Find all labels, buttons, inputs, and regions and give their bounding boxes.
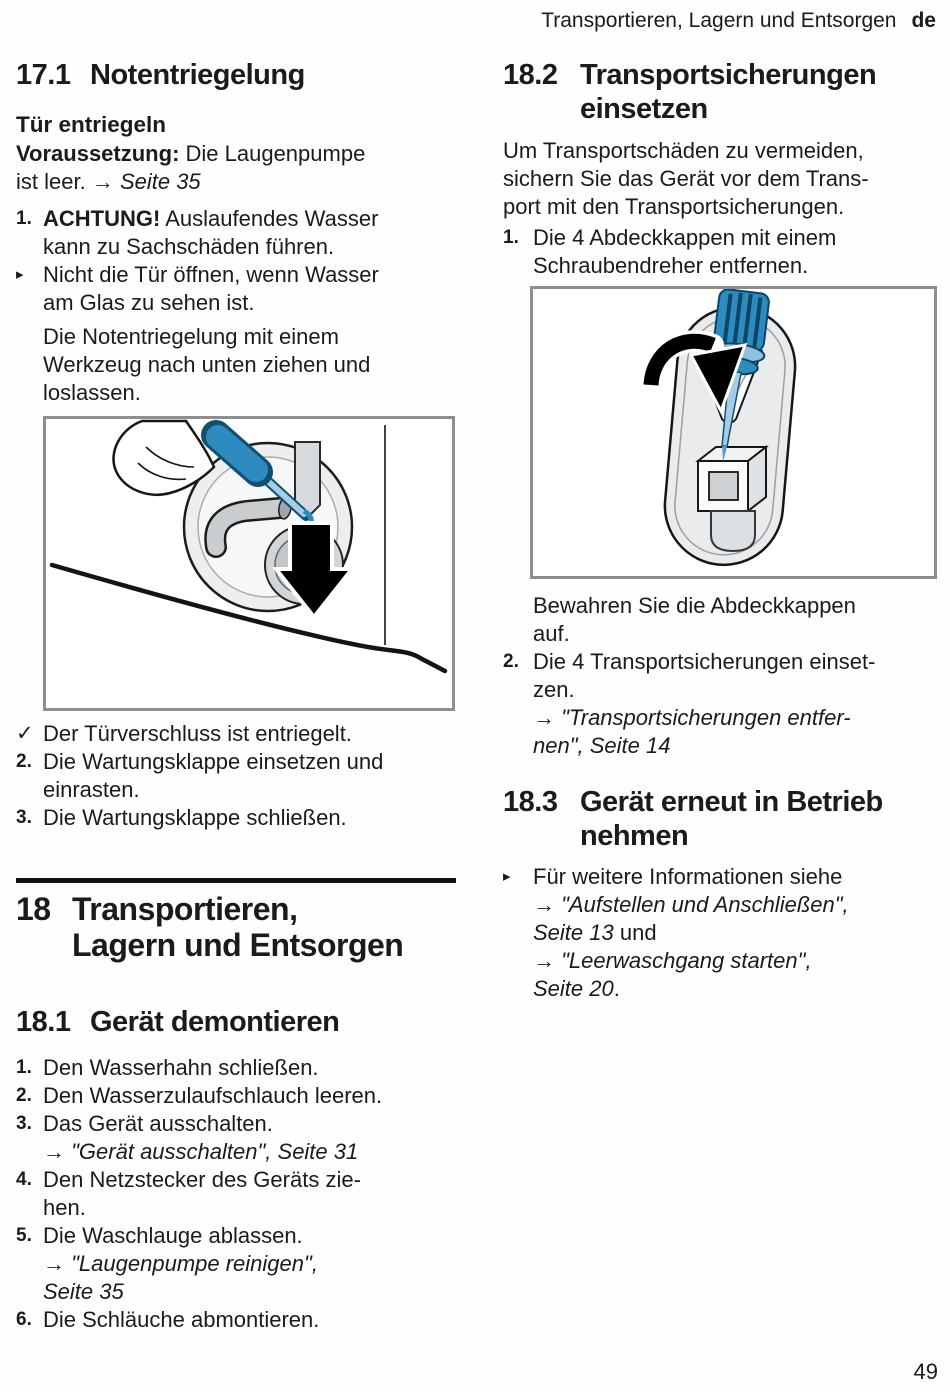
- step-item-2: 2. Den Wasserzulaufschlauch leeren.: [16, 1083, 383, 1108]
- intro-paragraph: Um Transportschäden zu vermeiden, sichern Sie das Gerät vor dem Trans- port mit den Transportsicherungen.: [503, 138, 869, 219]
- section-17-1-heading: [16, 58, 456, 92]
- step-number: 6.: [16, 1309, 32, 1330]
- step-number: 2.: [16, 751, 32, 772]
- section-18-3-heading: [503, 785, 939, 853]
- step-number: 3.: [16, 807, 32, 828]
- triangle-bullet-icon: ▸: [503, 868, 511, 885]
- step-item-3: 3. Die Wartungsklappe schließen.: [16, 805, 347, 830]
- arrow-icon: →: [91, 169, 120, 194]
- step-number: 3.: [16, 1113, 32, 1134]
- door-unlock-steps: [16, 205, 456, 407]
- warning-label: ACHTUNG!: [43, 206, 161, 231]
- left-column: [16, 58, 456, 1334]
- cross-reference-link[interactable]: → "Transportsicherungen entfer-: [533, 705, 851, 730]
- step-number: 1.: [16, 208, 32, 229]
- section-title: Transportsicherungen einsetzen: [580, 59, 877, 125]
- step-text: ACHTUNG! Auslaufendes Wasser kann zu Sachschäden führen.: [43, 206, 379, 259]
- section-18-1-heading: [16, 1005, 456, 1039]
- figure-transport-lock-cap: [530, 286, 937, 579]
- section-18-2-heading: [503, 58, 939, 126]
- step-number: 1.: [503, 227, 519, 248]
- action-note: Die Notentriegelung mit einem Werkzeug nach unten ziehen und loslassen.: [43, 324, 371, 405]
- triangle-bullet-icon: ▸: [16, 266, 24, 283]
- chapter-18-heading: [16, 878, 456, 963]
- transport-lock-steps-2: [503, 648, 939, 760]
- action-item: ▸ Für weitere Informationen siehe → "Aufstellen und Anschließen", Seite 13 und → "Leerwaschgang starten", Seite 20.: [503, 864, 849, 1001]
- chapter-title: Transportieren, Lagern und Entsorgen: [72, 891, 404, 963]
- dismantling-steps: [16, 1054, 456, 1334]
- section-number: 18.1: [16, 1006, 71, 1038]
- right-column: [503, 58, 939, 1003]
- step-item-1: [16, 205, 456, 261]
- prerequisite-text: ist leer.: [16, 169, 92, 194]
- cross-reference-link[interactable]: Seite 35: [43, 1279, 124, 1304]
- step-number: 2.: [503, 651, 519, 672]
- result-item: ✓ Der Türverschluss ist entriegelt.: [16, 721, 352, 746]
- step-number: 4.: [16, 1169, 32, 1190]
- step-item-4: 4. Den Netzstecker des Geräts zie- hen.: [16, 1167, 361, 1220]
- step-item-2: 2. Die 4 Transportsicherungen einset- zen. → "Transportsicherungen entfer- nen", Seite 14: [503, 649, 876, 758]
- arrow-icon: →: [533, 892, 562, 917]
- step-item-1: 1. Den Wasserhahn schließen.: [16, 1055, 319, 1080]
- step-number: 2.: [16, 1085, 32, 1106]
- section-number: 18.2: [503, 59, 558, 91]
- step-item-5: 5. Die Waschlauge ablassen. → "Laugenpumpe reinigen", Seite 35: [16, 1223, 318, 1304]
- transport-lock-cap-illustration: [533, 289, 934, 576]
- section-title: Gerät demontieren: [90, 1006, 340, 1038]
- subheading-tuer-entriegeln: Tür entriegeln: [16, 112, 167, 137]
- cross-reference-link[interactable]: → "Laugenpumpe reinigen",: [43, 1251, 318, 1276]
- step-item-1: 1. Die 4 Abdeckkappen mit einem Schraubendreher entfernen.: [503, 225, 837, 278]
- checkmark-icon: ✓: [16, 722, 34, 745]
- cross-reference-link[interactable]: nen", Seite 14: [533, 733, 671, 758]
- header-title: Transportieren, Lagern und Entsorgen: [541, 9, 897, 32]
- emergency-release-illustration: [46, 419, 452, 708]
- step-number: 5.: [16, 1225, 32, 1246]
- prerequisite-paragraph: [16, 140, 456, 196]
- prerequisite-text: Die Laugenpumpe: [179, 141, 366, 166]
- step-note: Bewahren Sie die Abdeckkappen auf.: [533, 593, 856, 646]
- section-title: Notentriegelung: [90, 59, 305, 91]
- section-number: 17.1: [16, 59, 71, 91]
- cross-reference-link[interactable]: Seite 13: [533, 920, 614, 945]
- section-title: Gerät erneut in Betrieb nehmen: [580, 786, 883, 852]
- step-item-3: 3. Das Gerät ausschalten. → "Gerät ausschalten", Seite 31: [16, 1111, 359, 1164]
- restart-info: [503, 863, 939, 1003]
- cross-reference-link[interactable]: → "Leerwaschgang starten",: [533, 948, 812, 973]
- chapter-number: 18: [16, 891, 51, 927]
- arrow-icon: →: [533, 705, 562, 730]
- section-number: 18.3: [503, 786, 558, 818]
- step-item-6: 6. Die Schläuche abmontieren.: [16, 1307, 320, 1332]
- cross-reference-link[interactable]: → Seite 35: [91, 169, 201, 194]
- cross-reference-link[interactable]: → "Gerät ausschalten", Seite 31: [43, 1139, 359, 1164]
- cross-reference-link[interactable]: Seite 20: [533, 976, 614, 1001]
- arrow-icon: →: [43, 1251, 72, 1276]
- figure-emergency-release: [43, 416, 455, 711]
- header-language-code: de: [911, 9, 936, 32]
- action-text: Nicht die Tür öffnen, wenn Wasser am Glas zu sehen ist.: [43, 262, 379, 315]
- action-item: [16, 261, 456, 317]
- step-number: 1.: [16, 1057, 32, 1078]
- page-number: 49: [913, 1359, 938, 1384]
- arrow-icon: →: [43, 1139, 72, 1164]
- cross-reference-link[interactable]: → "Aufstellen und Anschließen",: [533, 892, 849, 917]
- step-item-2: 2. Die Wartungsklappe einsetzen und einrasten.: [16, 749, 384, 802]
- transport-lock-steps: [503, 224, 939, 280]
- prerequisite-label: Voraussetzung:: [16, 141, 180, 166]
- arrow-icon: →: [533, 948, 562, 973]
- door-unlock-results: [16, 720, 456, 832]
- running-header: [0, 9, 936, 33]
